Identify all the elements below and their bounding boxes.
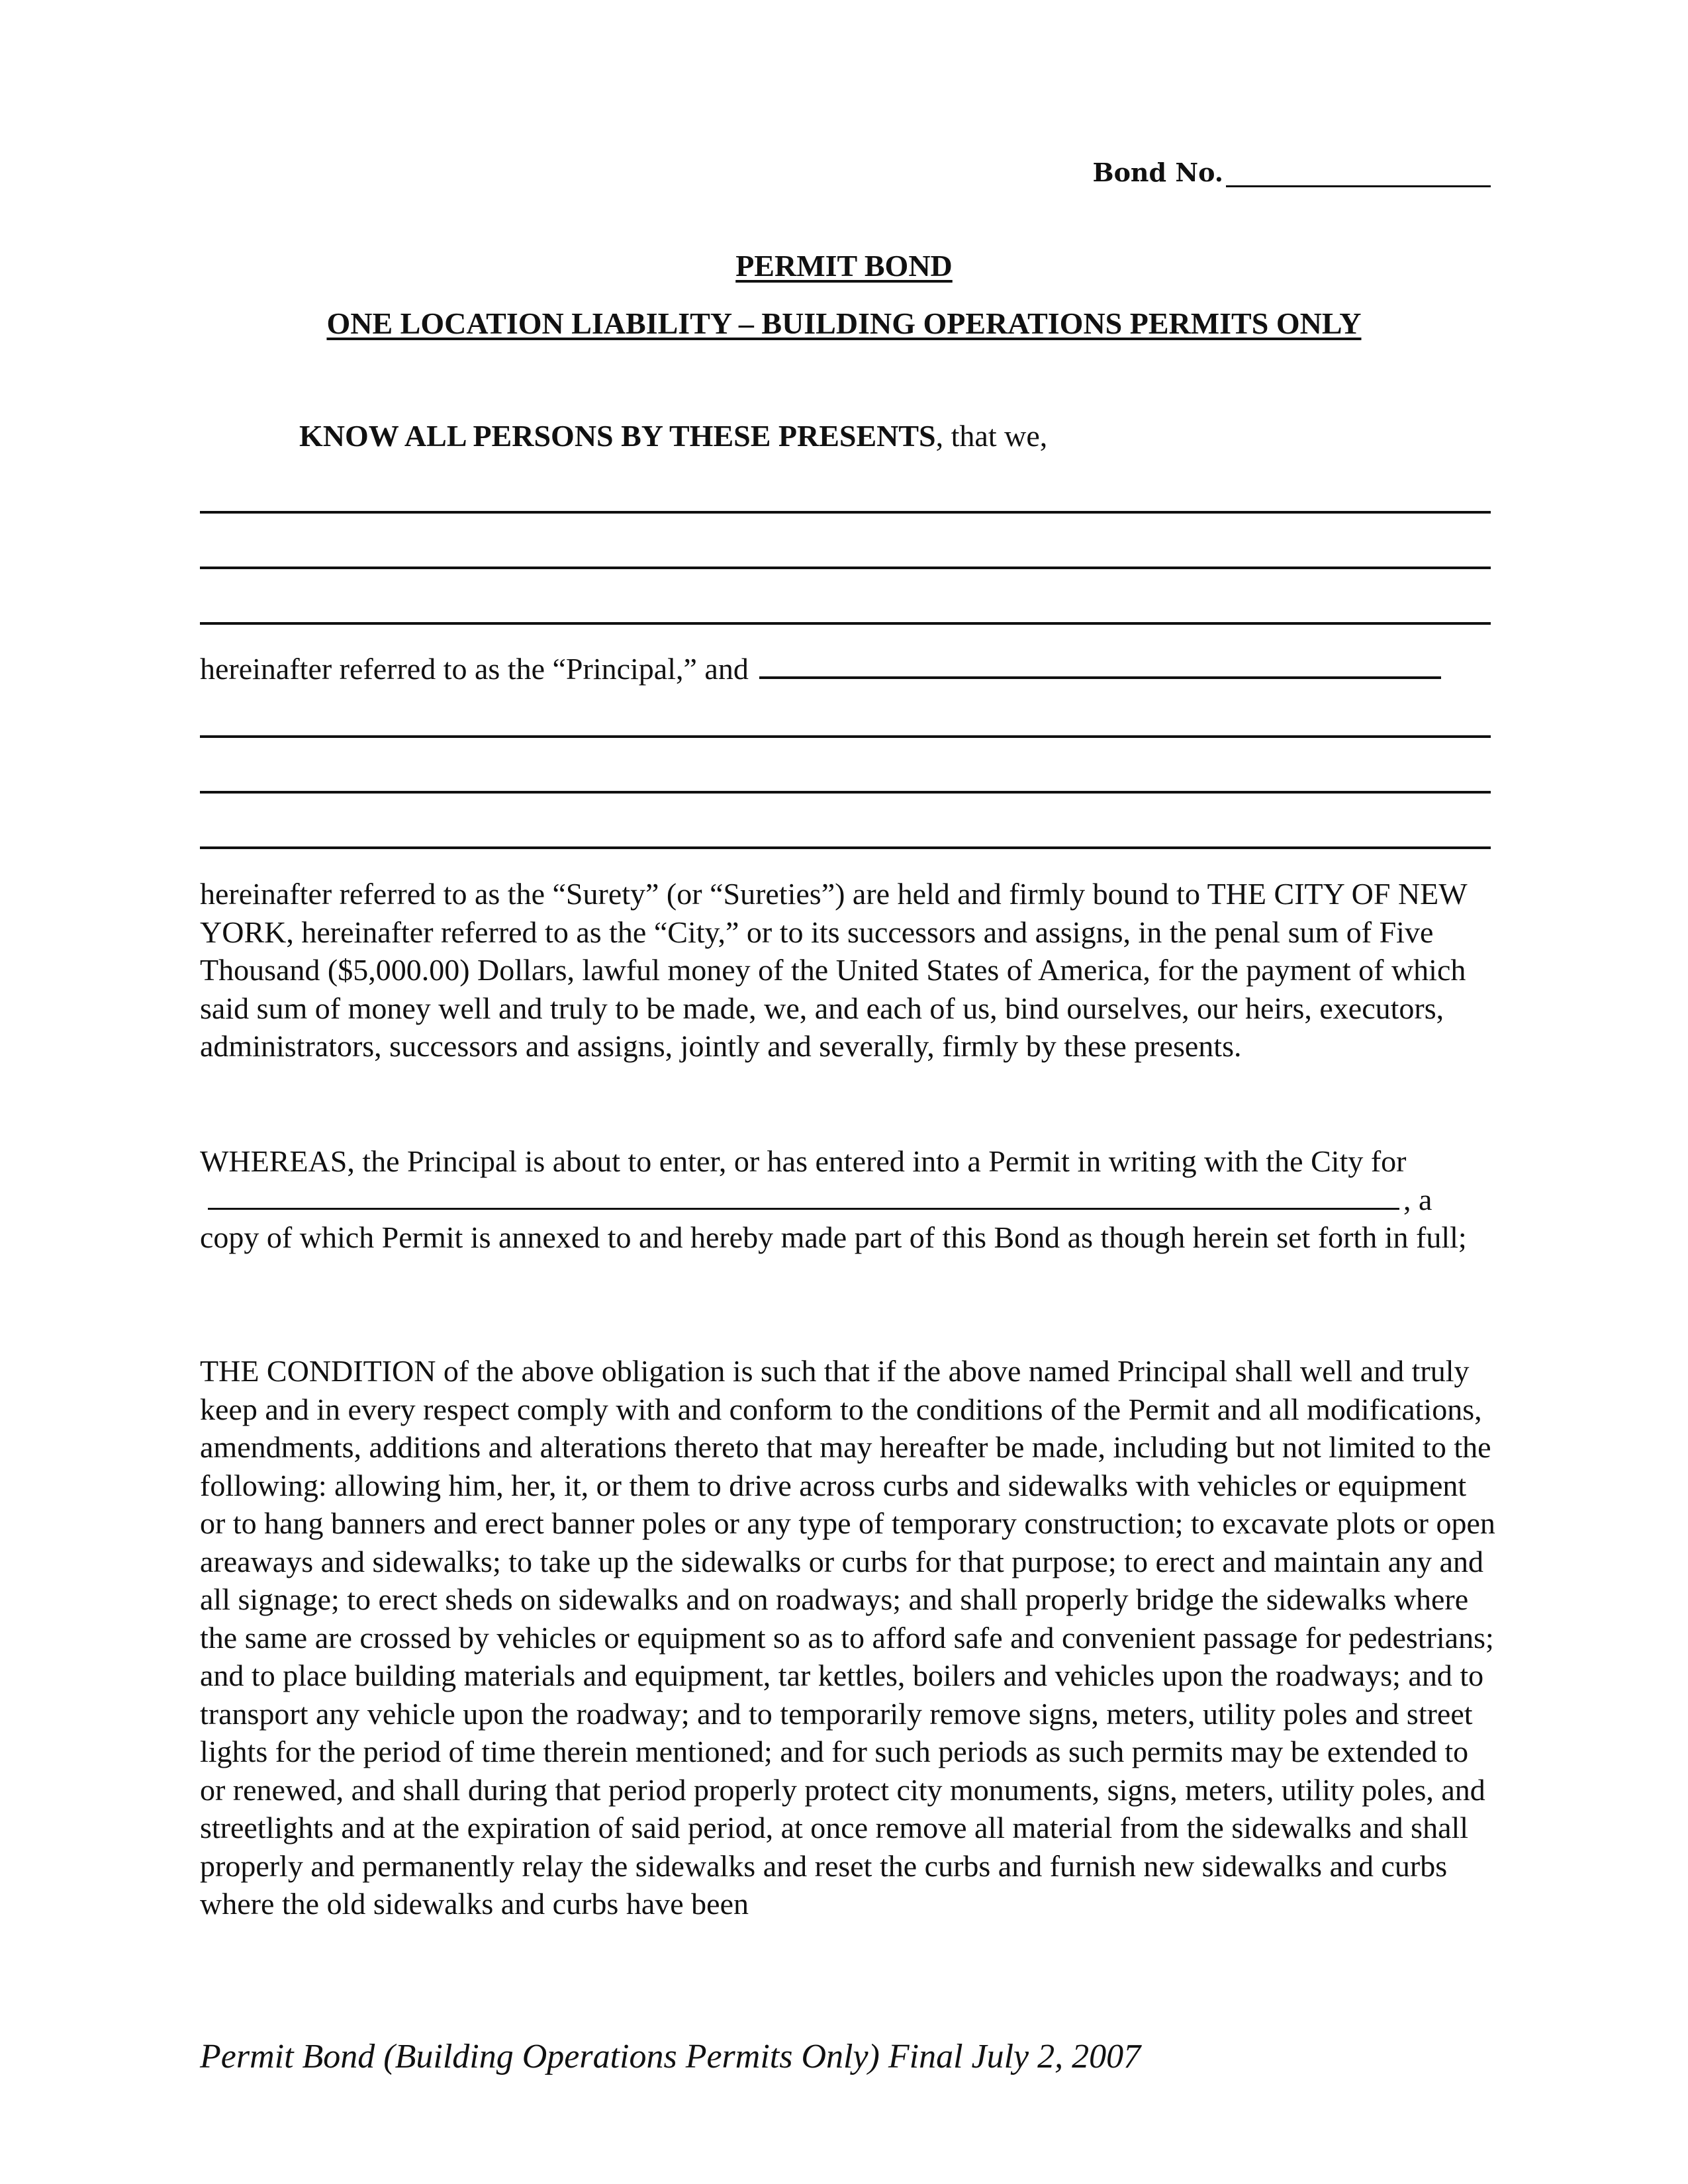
bond-number-field	[1092, 158, 1491, 187]
intro-bold: KNOW ALL PERSONS BY THESE PRESENTS	[299, 419, 936, 453]
surety-name-blank-2[interactable]	[200, 791, 1491, 794]
bond-number-label: Bond No.	[1092, 158, 1223, 187]
document-title: PERMIT BOND	[735, 249, 953, 283]
whereas-text-start: WHEREAS, the Principal is about to enter, or has entered into a Permit in writing with the City for	[200, 1144, 1407, 1178]
document-subtitle: ONE LOCATION LIABILITY – BUILDING OPERATIONS PERMITS ONLY	[326, 306, 1362, 340]
whereas-text-end: , a copy of which Permit is annexed to and hereby made part of this Bond as though herein set forth in full;	[200, 1182, 1467, 1254]
principal-line	[200, 650, 1441, 686]
surety-paragraph: hereinafter referred to as the “Surety” (or “Sureties”) are held and firmly bound to THE CITY OF NEW YORK, hereinafter referred to as the “City,” or to its successors and assigns, in the penal sum of Five Thousand ($5,000.00) Dollars, lawful money of the United States of America, for the payment of which said sum of money well and truly to be made, we, and each of us, bind ourselves, our heirs, executors, administrators, successors and assigns, jointly and severally, firmly by these presents.	[200, 877, 1467, 1063]
permit-purpose-blank[interactable]	[208, 1184, 1399, 1210]
whereas-paragraph	[200, 1142, 1497, 1257]
principal-name-blank-1[interactable]	[200, 511, 1491, 514]
principal-name-blank-2[interactable]	[200, 567, 1491, 569]
intro-rest: , that we,	[935, 419, 1048, 453]
condition-paragraph: THE CONDITION of the above obligation is such that if the above named Principal shall well and truly keep and in every respect comply with and conform to the conditions of the Permit and all modifications, amendments, additions and alterations thereto that may hereafter be made, including but not limited to the following: allowing him, her, it, or them to drive across curbs and sidewalks with vehicles or equipment or to hang banners and erect banner poles or any type of temporary construction; to excavate plots or open areaways and sidewalks; to take up the sidewalks or curbs for that purpose; to erect and maintain any and all signage; to erect sheds on sidewalks and on roadways; and shall properly bridge the sidewalks where the same are crossed by vehicles or equipment so as to afford safe and convenient passage for pedestrians; and to place building materials and equipment, tar kettles, boilers and vehicles upon the roadways; and to transport any vehicle upon the roadway; and to temporarily remove signs, meters, utility poles and street lights for the period of time therein mentioned; and for such periods as such permits may be extended to or renewed, and shall during that period properly protect city monuments, signs, meters, utility poles, and streetlights and at the expiration of said period, at once remove all material from the sidewalks and shall properly and permanently relay the sidewalks and reset the curbs and furnish new sidewalks and curbs where the old sidewalks and curbs have been	[200, 1354, 1495, 1921]
surety-name-blank-3[interactable]	[200, 846, 1491, 849]
surety-name-blank-1[interactable]	[200, 735, 1491, 738]
bond-number-blank[interactable]	[1226, 161, 1491, 187]
principal-name-blank-3[interactable]	[200, 622, 1491, 625]
principal-text: hereinafter referred to as the “Principal,” and	[200, 652, 749, 686]
surety-name-blank-inline[interactable]	[759, 650, 1441, 679]
page-footer: Permit Bond (Building Operations Permits Only) Final July 2, 2007	[200, 2038, 1141, 2075]
intro-line	[299, 418, 1047, 453]
